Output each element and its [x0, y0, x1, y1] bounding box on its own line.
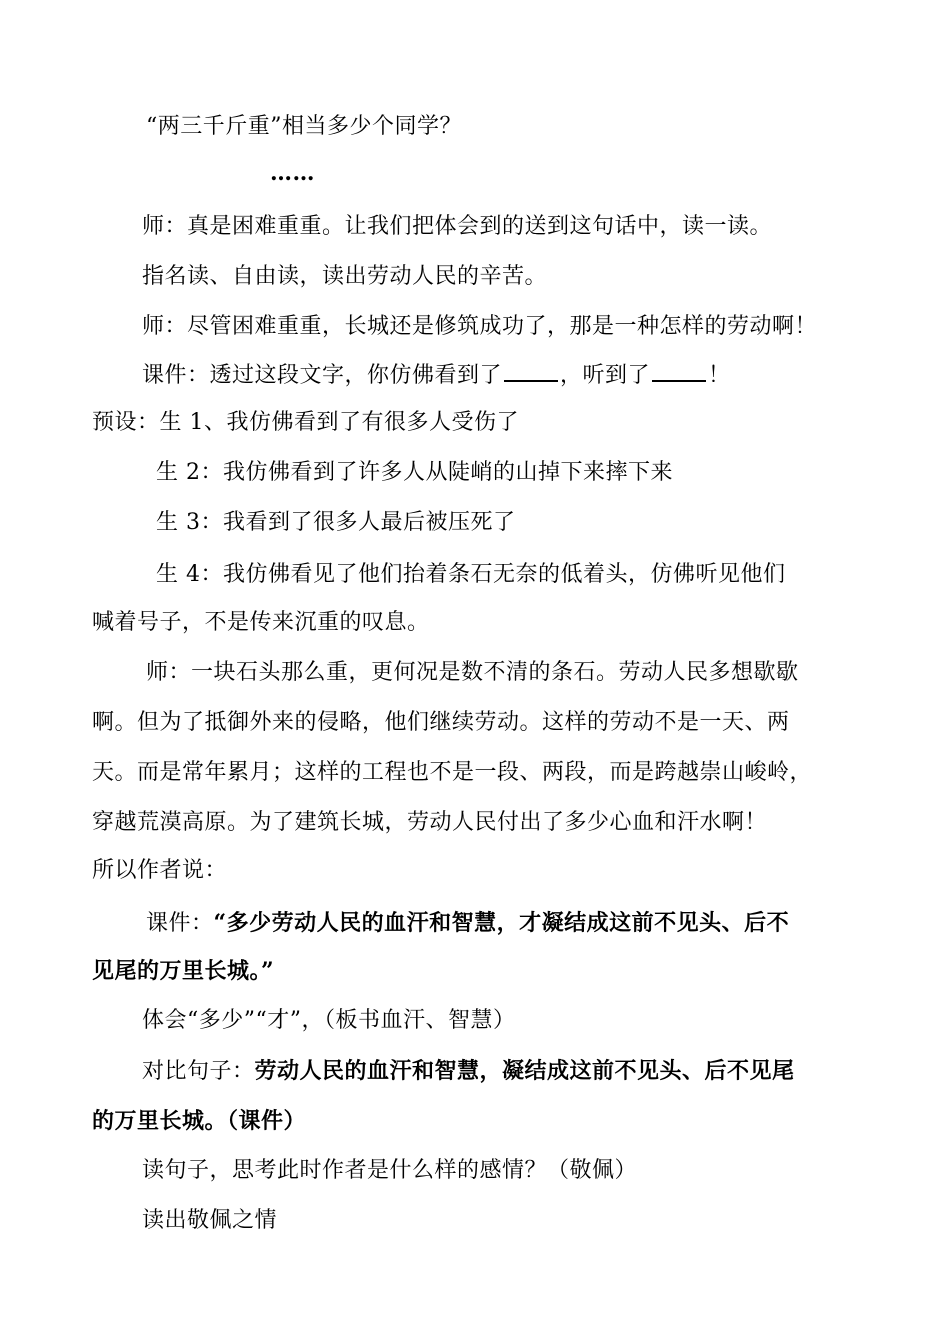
text-line: 生 3：我看到了很多人最后被压死了: [156, 510, 516, 535]
text-line: “两三千斤重”相当多少个同学？: [146, 114, 462, 139]
courseware-quote-line: [146, 908, 789, 939]
bold-quote: “多少劳动人民的血汗和智慧，才凝结成这前不见头、后不: [213, 910, 790, 936]
text-line: 读句子，思考此时作者是什么样的感情？（敬佩）: [142, 1158, 638, 1183]
compare-sentence-line: [142, 1056, 795, 1087]
text-line: 指名读、自由读，读出劳动人民的辛苦。: [142, 264, 548, 289]
text-line: 师：真是困难重重。让我们把体会到的送到这句话中，读一读。: [142, 214, 773, 239]
ellipsis-line: ……: [270, 160, 315, 186]
bold-sentence: 的万里长城。（课件）: [92, 1108, 307, 1134]
text-line: 体会“多少”“才”，（板书血汗、智慧）: [142, 1008, 516, 1033]
text-line: 师：尽管困难重重，长城还是修筑成功了，那是一种怎样的劳动啊！: [142, 314, 818, 339]
bold-quote: 见尾的万里长城。”: [92, 958, 275, 984]
text-segment: ，听到了: [560, 363, 651, 388]
text-line: 预设：生 1、我仿佛看到了有很多人受伤了: [92, 410, 519, 435]
text-line: 读出敬佩之情: [142, 1208, 278, 1233]
text-line: 喊着号子，不是传来沉重的叹息。: [92, 610, 430, 635]
bold-sentence: 劳动人民的血汗和智慧，凝结成这前不见头、后不见尾: [254, 1058, 795, 1084]
text-line: 生 4：我仿佛看见了他们抬着条石无奈的低着头，仿佛听见他们: [156, 562, 786, 587]
text-segment: 课件：透过这段文字，你仿佛看到了: [142, 363, 503, 388]
fill-blank-line: [142, 360, 731, 391]
text-segment: 课件：: [146, 911, 214, 936]
blank-underline: [504, 360, 558, 382]
text-line: 生 2：我仿佛看到了许多人从陡峭的山掉下来摔下来: [156, 460, 673, 485]
text-segment: 对比句子：: [142, 1059, 255, 1084]
text-line: 天。而是常年累月；这样的工程也不是一段、两段，而是跨越崇山峻岭，: [92, 760, 813, 785]
text-segment: ！: [708, 363, 731, 388]
text-line: 穿越荒漠高原。为了建筑长城，劳动人民付出了多少心血和汗水啊！: [92, 810, 768, 835]
blank-underline: [652, 360, 706, 382]
text-line: 所以作者说：: [92, 858, 228, 883]
text-line: 啊。但为了抵御外来的侵略，他们继续劳动。这样的劳动不是一天、两: [92, 710, 790, 735]
text-line: 师：一块石头那么重，更何况是数不清的条石。劳动人民多想歇歇: [146, 660, 799, 685]
